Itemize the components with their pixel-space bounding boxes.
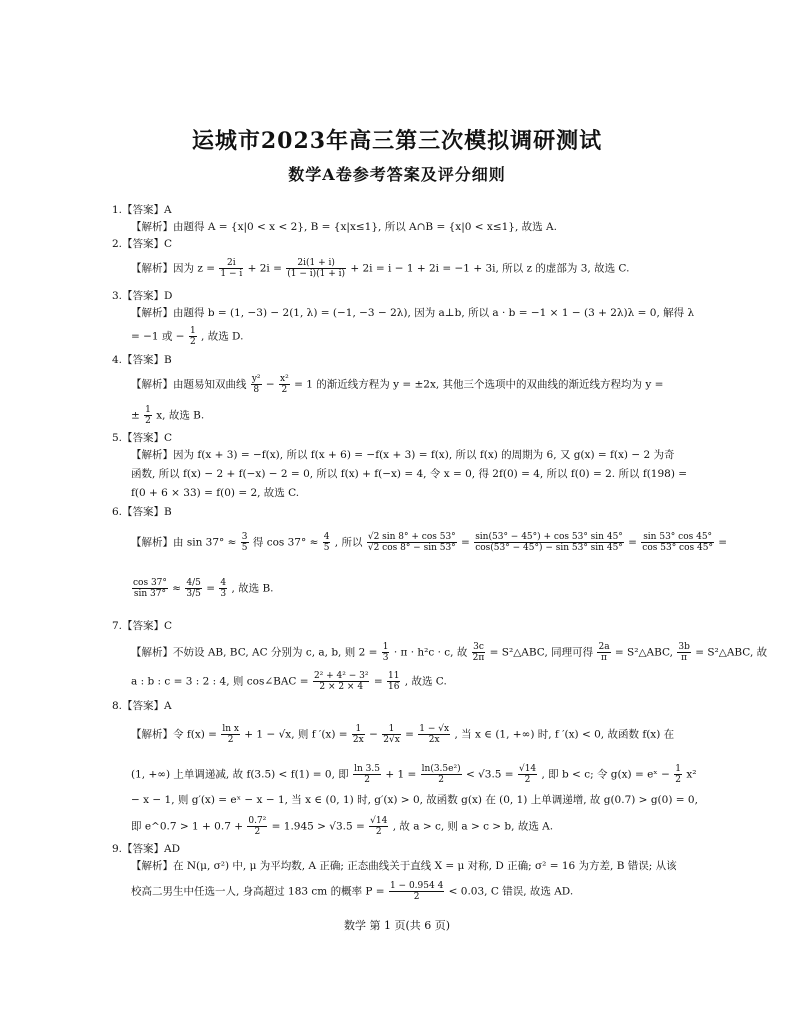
q9-answer: 9.【答案】AD [112,843,181,855]
page-title: 运城市2023年高三第三次模拟调研测试 [191,128,603,154]
q7-answer: 7.【答案】C [112,620,173,632]
fraction: $\frac{√2 \sin 8^\circ + \cos 53^\circ}{√2 \cos 8^\circ - \sin 53^\circ}$ [367,532,456,553]
q8-explanation-line2: (1, +∞) 上单调递减, 故 f(3.5) < f(1) = 0, 即 $\frac{\ln 3.5}{2}$ + 1 = $\frac{\text{ln(3.5e²)}}{2}$ < √3.5 = $\frac{√14}{2}$ , 即 b < c; 令 g(x) = eˣ − $\frac{1}{2}$ x² [131,764,697,785]
fraction: $\frac{1}{2}$ [675,764,681,785]
fraction: $\frac{1}{3}$ [382,642,389,663]
q1-explanation: 【解析】由题得 A = {x|0 < x < 2}, B = {x|x≤1}, 所以 A∩B = {x|0 < x≤1}, 故选 A. [131,221,557,233]
q8-explanation-line4: 即 e^0.7 > 1 + 0.7 + $\frac{\text{0.7²}}{2}$ = 1.945 > √3.5 = $\frac{√14}{2}$ , 故 a > c, 则 a > c > b, 故选 A. [131,816,554,837]
q4-explanation-line1: 【解析】由题易知双曲线 $\frac{\text{y²}}{8}$ − $\frac{\text{x²}}{2}$ = 1 的渐近线方程为 y = ±2x, 其他三个选项中的双曲线的渐近线方程均为 y = [131,374,664,395]
q8-explanation-line3: − x − 1, 则 g′(x) = eˣ − x − 1, 当 x ∈ (0, 1) 时, g′(x) > 0, 故函数 g(x) 在 (0, 1) 上单调递增, 故 g(0.7) > g(0) = 0, [131,794,698,806]
fraction: $\frac{\text{y²}}{8}$ [251,374,261,395]
fraction: $\frac{3c}{2\pi}$ [472,642,485,663]
q7-explanation-line1: 【解析】不妨设 AB, BC, AC 分别为 c, a, b, 则 2 = $\frac{1}{3}$ · π · h²c · c, 故 $\frac{3c}{2\pi}$ = S²△ABC, 同理可得 $\frac{2a}{\pi}$ = S²△ABC, $\frac{3b}{\pi}$ = S²△ABC, 故 [131,642,768,663]
fraction: $\frac{11}{16}$ [387,671,400,692]
q6-explanation-line2: $\frac{\cos 37^\circ}{\sin 37^\circ}$ ≈ $\frac{4/5}{3/5}$ = $\frac{4}{3}$ , 故选 B. [133,578,274,599]
q4-answer: 4.【答案】B [112,354,172,366]
fraction: $\frac{1}{2x}$ [352,724,364,745]
fraction: $\frac{1}{2√x}$ [383,724,400,745]
fraction: $\frac{1}{2}$ [189,326,196,347]
q5-explanation-line1: 【解析】因为 f(x + 3) = −f(x), 所以 f(x + 6) = −f(x + 3) = f(x), 所以 f(x) 的周期为 6, 又 g(x) = f(x) − 2 为奇 [131,449,675,461]
q5-answer: 5.【答案】C [112,432,173,444]
fraction: $\frac{4/5}{3/5}$ [186,578,201,599]
fraction: $\frac{1}{2}$ [145,405,151,426]
q4-explanation-line2: ± $\frac{1}{2}$ x, 故选 B. [131,405,205,426]
q3-explanation-line2: = −1 或 − $\frac{1}{2}$ , 故选 D. [131,326,244,347]
q1-answer: 1.【答案】A [112,204,172,216]
fraction: $\frac{4}{3}$ [220,578,227,599]
fraction: $\frac{1 - 0.954 4}{2}$ [389,881,444,902]
fraction: $\frac{2a}{\pi}$ [598,642,610,663]
q5-explanation-line3: f(0 + 6 × 33) = f(0) = 2, 故选 C. [131,487,300,499]
q5-explanation-line2: 函数, 所以 f(x) − 2 + f(−x) − 2 = 0, 所以 f(x) + f(−x) = 4, 令 x = 0, 得 2f(0) = 4, 所以 f(0) = 2. 所以 f(198) = [131,468,688,480]
fraction: $\frac{\text{0.7²}}{2}$ [248,816,267,837]
q6-explanation-line1: 【解析】由 sin 37° ≈ $\frac{3}{5}$ 得 cos 37° ≈ $\frac{4}{5}$ , 所以 $\frac{√2 \sin 8^\circ + \cos 53^\circ}{√2 \cos 8^\circ - \sin 53^\circ}$ = $\frac{\sin(53^\circ - 45^\circ) + \cos 53^\circ \sin 45^\circ}{\cos(53^\circ - 45^\circ) - \sin 53^\circ \sin 45^\circ}$ = $\frac{\sin 53^\circ \cos 45^\circ}{\cos 53^\circ \cos 45^\circ}$ = [131,532,728,553]
fraction: $\frac{\ln 3.5}{2}$ [354,764,380,785]
q7-explanation-line2: a : b : c = 3 : 2 : 4, 则 cos∠BAC = $\frac{\text{2² + 4² − 3²}}{2 \times 2 \times 4}$ = $\frac{11}{16}$ , 故选 C. [131,671,447,692]
fraction: $\frac{\sin(53^\circ - 45^\circ) + \cos 53^\circ \sin 45^\circ}{\cos(53^\circ - 45^\circ) - \sin 53^\circ \sin 45^\circ}$ [475,532,623,553]
fraction: $\frac{√14}{2}$ [518,764,537,785]
q6-answer: 6.【答案】B [112,506,172,518]
fraction: $\frac{\text{ln x}}{2}$ [222,724,239,745]
q2-explanation: 【解析】因为 z = $\frac{2i}{1 - i}$ + 2i = $\frac{2i(1 + i)}{(1 - i)(1 + i)}$ + 2i = i − 1 + 2i = −1 + 3i, 所以 z 的虚部为 3, 故选 C. [131,258,630,279]
q9-explanation-line1: 【解析】在 N(μ, σ²) 中, μ 为平均数, A 正确; 正态曲线关于直线 X = μ 对称, D 正确; σ² = 16 为方差, B 错误; 从该 [131,860,677,872]
q3-answer: 3.【答案】D [112,290,173,302]
q9-explanation-line2: 校高二男生中任选一人, 身高超过 183 cm 的概率 P = $\frac{1 - 0.954 4}{2}$ < 0.03, C 错误, 故选 AD. [131,881,574,902]
fraction: $\frac{4}{5}$ [323,532,330,553]
page-footer: 数学 第 1 页(共 6 页) [343,919,451,932]
fraction: $\frac{\sin 53^\circ \cos 45^\circ}{\cos 53^\circ \cos 45^\circ}$ [642,532,713,553]
fraction: $\frac{1 - √x}{2x}$ [419,724,450,745]
q8-answer: 8.【答案】A [112,700,172,712]
page-subtitle: 数学A卷参考答案及评分细则 [288,165,506,184]
q2-answer: 2.【答案】C [112,238,173,250]
fraction: $\frac{2i(1 + i)}{(1 - i)(1 + i)}$ [287,258,346,279]
q8-explanation-line1: 【解析】令 f(x) = $\frac{\text{ln x}}{2}$ + 1 − √x, 则 f ′(x) = $\frac{1}{2x}$ − $\frac{1}{2√x}$ = $\frac{1 - √x}{2x}$ , 当 x ∈ (1, +∞) 时, f ′(x) < 0, 故函数 f(x) 在 [131,724,675,745]
fraction: $\frac{√14}{2}$ [370,816,388,837]
fraction: $\frac{\text{ln(3.5e²)}}{2}$ [421,764,461,785]
fraction: $\frac{\cos 37^\circ}{\sin 37^\circ}$ [133,578,167,599]
q3-explanation-line1: 【解析】由题得 b = (1, −3) − 2(1, λ) = (−1, −3 − 2λ), 因为 a⊥b, 所以 a · b = −1 × 1 − (3 + 2λ)λ = 0, 解得 λ [131,307,695,319]
fraction: $\frac{3}{5}$ [241,532,248,553]
fraction: $\frac{3b}{\pi}$ [678,642,690,663]
fraction: $\frac{\text{2² + 4² − 3²}}{2 \times 2 \times 4}$ [313,671,369,692]
fraction: $\frac{\text{x²}}{2}$ [280,374,289,395]
fraction: $\frac{2i}{1 - i}$ [220,258,243,279]
